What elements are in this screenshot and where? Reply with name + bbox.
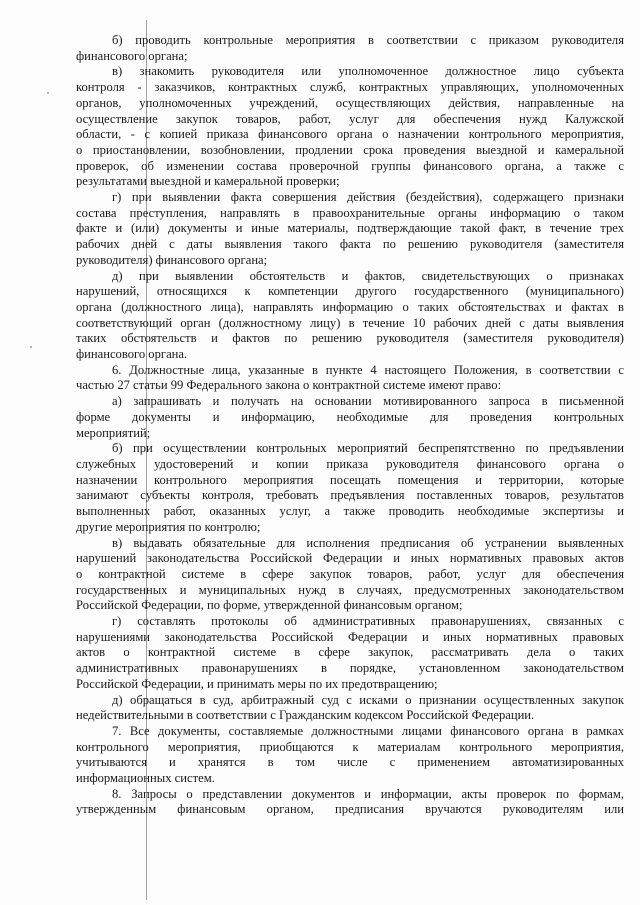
text-line: контрольного мероприятия, приобщаются к материалам контрольного мероприятия, xyxy=(76,739,624,754)
text-line: д) при выявлении обстоятельств и фактов, свидетельствующих о признаках xyxy=(112,268,624,283)
text-line: органа (должностного лица), направлять информацию о таких обстоятельствах и фактах в xyxy=(76,299,624,314)
paragraph xyxy=(76,787,624,818)
text-line: 7. Все документы, составляемые должностными лицами финансового органа в рамках xyxy=(112,723,624,738)
text-line: государственных и муниципальных нужд в случаях, предусмотренных законодательством xyxy=(76,582,624,597)
text-line: нарушений, относящихся к компетенции другого государственного (муниципального) xyxy=(76,284,624,299)
text-line: информационных систем. xyxy=(76,771,215,786)
text-line: б) проводить контрольные мероприятия в соответствии с приказом руководителя xyxy=(112,33,624,47)
text-line: рабочих дней с даты выявления такого факта по решению руководителя (заместителя xyxy=(76,237,624,252)
text-line: недействительными в соответствии с Гражданским кодексом Российской Федерации. xyxy=(76,708,535,723)
document-body xyxy=(76,33,624,818)
text-line: а) запрашивать и получать на основании мотивированного запроса в письменной xyxy=(112,394,624,409)
text-line: б) при осуществлении контрольных мероприятий беспрепятственно по предъявлении xyxy=(112,441,624,456)
text-line: руководителя) финансового органа; xyxy=(76,252,268,267)
text-line: нарушений законодательства Российской Федерации и иных нормативных правовых актов xyxy=(76,551,624,566)
text-line: контроля - заказчиков, контрактных служб, контрактных управляющих, уполномоченных xyxy=(76,80,624,95)
text-line: о контрактной системе в сфере закупок товаров, работ, услуг для обеспечения xyxy=(76,566,624,581)
text-line: выполненных работ, оказанных услуг, а также проводить необходимые экспертизы и xyxy=(76,504,624,519)
text-line: финансового органа; xyxy=(76,48,188,63)
text-line: финансового органа. xyxy=(76,347,188,362)
text-line: проверок, об изменении состава проверочной группы финансового органа, а также с xyxy=(76,158,624,173)
text-line: соответствующий орган (должностному лицу) в течение 10 рабочих дней с даты выявления xyxy=(76,315,624,330)
paragraph xyxy=(76,64,624,190)
text-line: осуществление закупок товаров, работ, услуг для обеспечения нужд Калужской xyxy=(76,111,624,126)
paragraph xyxy=(76,536,624,615)
text-line: другие мероприятия по контролю; xyxy=(76,519,261,534)
text-line: Российской Федерации, и принимать меры по их предотвращению; xyxy=(76,676,438,691)
paragraph xyxy=(76,363,624,394)
text-line: учитываются и хранятся в том числе с применением автоматизированных xyxy=(76,755,624,770)
text-line: 6. Должностные лица, указанные в пункте 4 настоящего Положения, в соответствии с xyxy=(112,362,624,377)
scan-speck xyxy=(30,346,32,348)
paragraph xyxy=(76,33,624,64)
text-line: результатами выездной и камеральной проверки; xyxy=(76,174,340,189)
text-line: мероприятий; xyxy=(76,425,151,440)
text-line: занимают субъекты контроля, требовать предъявления поставленных товаров, результатов xyxy=(76,488,624,503)
paragraph xyxy=(76,394,624,441)
paragraph xyxy=(76,190,624,269)
text-line: Российской Федерации, по форме, утвержденной финансовым органом; xyxy=(76,598,463,613)
text-line: органов, уполномоченных учреждений, осуществляющих действия, направленные на xyxy=(76,95,624,110)
text-line: в) знакомить руководителя или уполномоченное должностное лицо субъекта xyxy=(112,64,624,79)
text-line: административных правонарушениях в порядке, установленном законодательством xyxy=(76,661,624,676)
paragraph xyxy=(76,693,624,724)
text-line: назначении контрольного мероприятия посещать помещения и территории, которые xyxy=(76,472,624,487)
paragraph xyxy=(76,269,624,363)
paragraph xyxy=(76,441,624,535)
text-line: состава преступления, направлять в правоохранительные органы информацию о таком xyxy=(76,205,624,220)
paragraph xyxy=(76,724,624,787)
text-line: 8. Запросы о представлении документов и информации, акты проверок по формам, xyxy=(112,786,624,801)
text-line: актов о контрактной системе в сфере закупок, рассматривать дела о таких xyxy=(76,645,624,660)
text-line: области, - с копией приказа финансового органа о назначении контрольного мероприятия, xyxy=(76,127,624,142)
text-line: о приостановлении, возобновлении, продлении срока проведения выездной и камеральной xyxy=(76,142,624,157)
text-line: д) обращаться в суд, арбитражный суд с исками о признании осуществленных закупок xyxy=(112,692,624,707)
text-line: таких обстоятельств и фактов по решению руководителя (заместителя руководителя) xyxy=(76,331,624,346)
scan-speck xyxy=(47,92,49,94)
text-line: форме документы и информацию, необходимые для проведения контрольных xyxy=(76,409,624,424)
text-line: частью 27 статьи 99 Федерального закона о контрактной системе имеют право: xyxy=(76,378,502,393)
text-line: г) составлять протоколы об административных правонарушениях, связанных с xyxy=(112,614,624,629)
text-line: нарушениями законодательства Российской Федерации и иных нормативных правовых xyxy=(76,629,624,644)
text-line: в) выдавать обязательные для исполнения предписания об устранении выявленных xyxy=(112,535,624,550)
paragraph xyxy=(76,614,624,693)
text-line: г) при выявлении факта совершения действия (бездействия), содержащего признаки xyxy=(112,190,624,205)
text-line: утвержденным финансовым органом, предписания вручаются руководителям или xyxy=(76,802,624,817)
text-line: служебных удостоверений и копии приказа руководителя финансового органа о xyxy=(76,456,624,471)
text-line: факте и (или) документы и иные материалы, подтверждающие такой факт, в течение трех xyxy=(76,221,624,236)
